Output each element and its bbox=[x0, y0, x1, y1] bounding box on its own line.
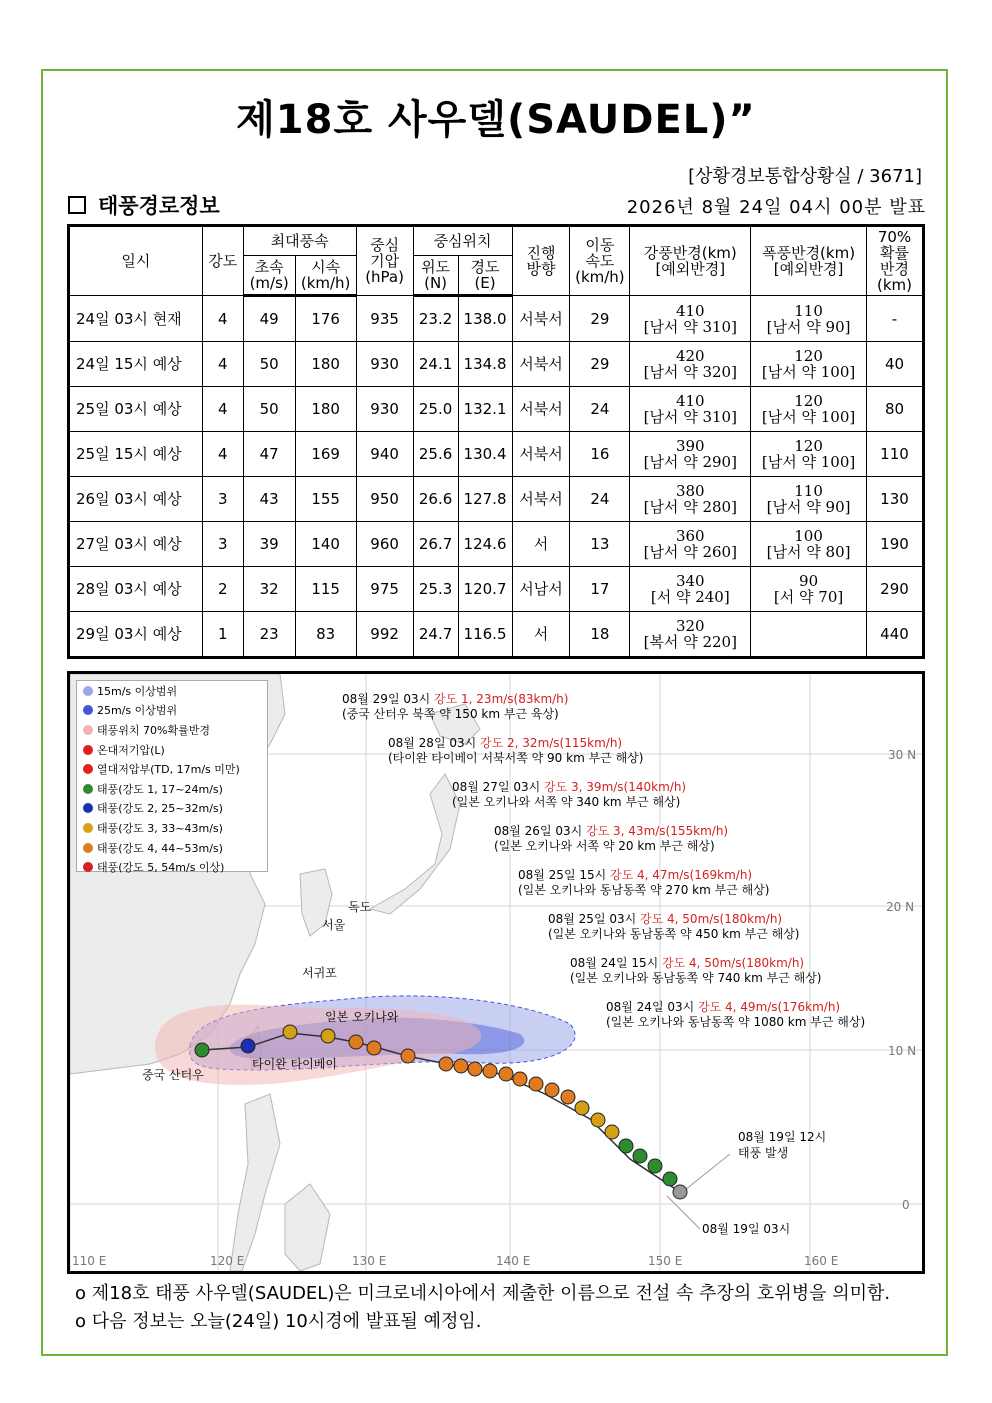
legend-label: 25m/s 이상범위 bbox=[97, 704, 178, 718]
cell-intensity: 4 bbox=[202, 296, 243, 342]
cell-storm-radius bbox=[751, 296, 867, 342]
cell-lat: 23.2 bbox=[413, 296, 458, 342]
cell-prob: - bbox=[866, 296, 923, 342]
table-row bbox=[69, 387, 924, 432]
legend-swatch-icon bbox=[83, 745, 93, 755]
cell-prob: 40 bbox=[866, 342, 923, 387]
legend-item bbox=[77, 818, 267, 838]
legend-label: 열대저압부(TD, 17m/s 미만) bbox=[97, 763, 240, 777]
cell-storm-radius bbox=[751, 567, 867, 612]
cell-storm-radius bbox=[751, 387, 867, 432]
cell-strong-exception: [남서 약 310] bbox=[643, 408, 737, 426]
col-position: 중심위치 bbox=[413, 226, 512, 256]
typhoon-marker-icon bbox=[673, 1185, 687, 1199]
legend-label: 태풍(강도 2, 25~32m/s) bbox=[97, 802, 223, 816]
cell-time: 27일 03시 예상 bbox=[69, 522, 203, 567]
cell-hpa: 930 bbox=[356, 387, 413, 432]
cell-storm-radius bbox=[751, 477, 867, 522]
typhoon-marker-icon bbox=[619, 1139, 633, 1153]
forecast-time: 08월 27일 03시 bbox=[452, 780, 545, 794]
legend-item bbox=[77, 779, 267, 799]
cell-strong-value: 340 bbox=[675, 572, 705, 590]
forecast-intensity: 강도 4, 50m/s(180km/h) bbox=[640, 912, 783, 926]
cell-kmh: 83 bbox=[295, 612, 356, 658]
cell-prob: 190 bbox=[866, 522, 923, 567]
legend-swatch-icon bbox=[83, 764, 93, 774]
cell-prob: 110 bbox=[866, 432, 923, 477]
legend-item bbox=[77, 740, 267, 760]
forecast-time: 08월 25일 03시 bbox=[548, 912, 641, 926]
cell-strong-exception: [복서 약 220] bbox=[643, 633, 737, 651]
legend-item bbox=[77, 799, 267, 819]
cell-strong-radius bbox=[630, 432, 751, 477]
lat-tick: 20 N bbox=[886, 900, 915, 914]
cell-kmh: 176 bbox=[295, 296, 356, 342]
legend-label: 온대저기압(L) bbox=[97, 743, 165, 757]
cell-storm-radius bbox=[751, 522, 867, 567]
track-map bbox=[67, 671, 925, 1274]
legend-swatch-icon bbox=[83, 843, 93, 853]
lat-tick: 30 N bbox=[888, 748, 917, 762]
cell-strong-value: 360 bbox=[675, 527, 705, 545]
col-pressure: 중심 기압 (hPa) bbox=[356, 226, 413, 296]
legend-item bbox=[77, 681, 267, 701]
cell-speed: 18 bbox=[570, 612, 630, 658]
cell-ms: 32 bbox=[243, 567, 295, 612]
forecast-label bbox=[570, 956, 822, 986]
cell-prob: 130 bbox=[866, 477, 923, 522]
forecast-intensity: 강도 1, 23m/s(83km/h) bbox=[434, 692, 569, 706]
table-row bbox=[69, 477, 924, 522]
place-seoul: 서울 bbox=[322, 918, 346, 932]
section-heading bbox=[68, 190, 220, 220]
forecast-intensity: 강도 3, 39m/s(140km/h) bbox=[544, 780, 687, 794]
page-title: 제18호 사우델(SAUDEL)” bbox=[236, 97, 756, 143]
cell-lat: 26.6 bbox=[413, 477, 458, 522]
forecast-time: 08월 29일 03시 bbox=[342, 692, 435, 706]
forecast-intensity: 강도 4, 49m/s(176km/h) bbox=[698, 1000, 841, 1014]
cell-storm-exception: [남서 약 100] bbox=[761, 408, 856, 426]
col-time: 일시 bbox=[69, 226, 203, 296]
typhoon-marker-icon bbox=[454, 1059, 468, 1073]
cell-strong-value: 390 bbox=[675, 437, 705, 455]
place-seogwipo: 서귀포 bbox=[302, 966, 337, 980]
cell-lon: 132.1 bbox=[458, 387, 512, 432]
map-legend bbox=[76, 680, 268, 875]
typhoon-marker-icon bbox=[648, 1159, 662, 1173]
place-okinawa: 일본 오키나와 bbox=[325, 1010, 399, 1024]
cell-kmh: 169 bbox=[295, 432, 356, 477]
cell-strong-radius bbox=[630, 477, 751, 522]
col-lat: 위도 (N) bbox=[413, 256, 458, 296]
forecast-location: (일본 오키나와 동남동쪽 약 1080 km 부근 해상) bbox=[606, 1015, 866, 1029]
cell-kmh: 180 bbox=[295, 342, 356, 387]
cell-time: 25일 03시 예상 bbox=[69, 387, 203, 432]
typhoon-marker-icon bbox=[633, 1149, 647, 1163]
forecast-intensity: 강도 2, 32m/s(115km/h) bbox=[480, 736, 623, 750]
legend-label: 태풍(강도 3, 33~43m/s) bbox=[97, 821, 223, 835]
cell-lon: 116.5 bbox=[458, 612, 512, 658]
lon-tick: 130 E bbox=[352, 1254, 387, 1268]
cell-hpa: 992 bbox=[356, 612, 413, 658]
forecast-label bbox=[388, 736, 643, 766]
legend-item bbox=[77, 857, 267, 877]
lon-tick: 160 E bbox=[804, 1254, 839, 1268]
lon-tick: 140 E bbox=[496, 1254, 531, 1268]
cell-speed: 24 bbox=[570, 387, 630, 432]
cell-intensity: 4 bbox=[202, 342, 243, 387]
cell-storm-value: 120 bbox=[794, 347, 823, 365]
legend-item bbox=[77, 838, 267, 858]
cell-dir: 서북서 bbox=[512, 432, 570, 477]
cell-ms: 49 bbox=[243, 296, 295, 342]
genesis-label: 태풍 발생 bbox=[738, 1146, 789, 1160]
cell-strong-exception: [남서 약 280] bbox=[643, 498, 737, 516]
typhoon-marker-icon bbox=[283, 1025, 297, 1039]
cell-strong-value: 320 bbox=[675, 617, 705, 635]
forecast-time: 08월 26일 03시 bbox=[494, 824, 587, 838]
genesis-label: 08월 19일 12시 bbox=[738, 1130, 827, 1144]
cell-ms: 23 bbox=[243, 612, 295, 658]
forecast-time: 08월 24일 03시 bbox=[606, 1000, 699, 1014]
table-row bbox=[69, 432, 924, 477]
cell-time: 25일 15시 예상 bbox=[69, 432, 203, 477]
cell-lon: 138.0 bbox=[458, 296, 512, 342]
table-row bbox=[69, 522, 924, 567]
place-dokdo: 독도 bbox=[348, 900, 372, 914]
legend-label: 태풍(강도 4, 44~53m/s) bbox=[97, 841, 223, 855]
cell-time: 29일 03시 예상 bbox=[69, 612, 203, 658]
cell-time: 24일 03시 현재 bbox=[69, 296, 203, 342]
cell-storm-radius bbox=[751, 432, 867, 477]
col-storm-radius: 폭풍반경(km) [예외반경] bbox=[751, 226, 867, 296]
forecast-intensity: 강도 4, 50m/s(180km/h) bbox=[662, 956, 805, 970]
forecast-location: (타이완 타이베이 서북서쪽 약 90 km 부근 해상) bbox=[388, 751, 644, 765]
legend-swatch-icon bbox=[83, 725, 93, 735]
forecast-location: (일본 오키나와 동남동쪽 약 450 km 부근 해상) bbox=[548, 927, 800, 941]
legend-swatch-icon bbox=[83, 705, 93, 715]
lat-tick: 10 N bbox=[888, 1044, 917, 1058]
cell-strong-radius bbox=[630, 612, 751, 658]
cell-strong-value: 410 bbox=[675, 301, 705, 320]
cell-speed: 29 bbox=[570, 342, 630, 387]
cell-storm-value: 120 bbox=[794, 437, 823, 455]
cell-lon: 134.8 bbox=[458, 342, 512, 387]
forecast-location: (중국 산터우 북쪽 약 150 km 부근 육상) bbox=[342, 707, 559, 721]
legend-swatch-icon bbox=[83, 803, 93, 813]
col-speed: 이동 속도 (km/h) bbox=[570, 226, 630, 296]
cell-lon: 124.6 bbox=[458, 522, 512, 567]
cell-strong-exception: [남서 약 290] bbox=[643, 453, 737, 471]
lon-tick: 120 E bbox=[210, 1254, 245, 1268]
table-row bbox=[69, 567, 924, 612]
forecast-label bbox=[548, 912, 800, 942]
cell-storm-radius bbox=[751, 342, 867, 387]
col-ms: 초속 (m/s) bbox=[243, 256, 295, 296]
table-row bbox=[69, 296, 924, 342]
cell-lat: 25.3 bbox=[413, 567, 458, 612]
forecast-location: (일본 오키나와 서쪽 약 20 km 부근 해상) bbox=[494, 839, 715, 853]
forecast-intensity: 강도 4, 47m/s(169km/h) bbox=[610, 868, 753, 882]
typhoon-marker-icon bbox=[605, 1125, 619, 1139]
typhoon-marker-icon bbox=[349, 1035, 363, 1049]
typhoon-marker-icon bbox=[575, 1101, 589, 1115]
col-lon: 경도 (E) bbox=[458, 256, 512, 296]
typhoon-marker-icon bbox=[591, 1113, 605, 1127]
forecast-intensity: 강도 3, 43m/s(155km/h) bbox=[586, 824, 729, 838]
col-direction: 진행 방향 bbox=[512, 226, 570, 296]
lon-tick: 110 E bbox=[72, 1254, 107, 1268]
cell-time: 24일 15시 예상 bbox=[69, 342, 203, 387]
cell-storm-exception: [남서 약 90] bbox=[766, 498, 851, 516]
track-table bbox=[67, 224, 925, 659]
table-row bbox=[69, 342, 924, 387]
cell-intensity: 3 bbox=[202, 477, 243, 522]
cell-lat: 24.1 bbox=[413, 342, 458, 387]
cell-storm-exception: [서 약 70] bbox=[773, 588, 844, 606]
checkbox-square-icon bbox=[68, 196, 86, 214]
forecast-time: 08월 28일 03시 bbox=[388, 736, 481, 750]
cell-speed: 13 bbox=[570, 522, 630, 567]
cell-lat: 24.7 bbox=[413, 612, 458, 658]
cell-strong-value: 410 bbox=[675, 392, 705, 410]
legend-item bbox=[77, 720, 267, 740]
cell-lat: 25.6 bbox=[413, 432, 458, 477]
cell-strong-radius bbox=[630, 522, 751, 567]
cell-strong-value: 420 bbox=[675, 347, 705, 365]
legend-item bbox=[77, 759, 267, 779]
table-row bbox=[69, 612, 924, 658]
cell-dir: 서 bbox=[512, 612, 570, 658]
cell-storm-value: 100 bbox=[794, 527, 823, 545]
cell-intensity: 4 bbox=[202, 387, 243, 432]
typhoon-marker-icon bbox=[439, 1057, 453, 1071]
cell-speed: 17 bbox=[570, 567, 630, 612]
col-prob-radius: 70% 확률 반경 (km) bbox=[866, 226, 923, 296]
typhoon-marker-icon bbox=[545, 1083, 559, 1097]
legend-swatch-icon bbox=[83, 862, 93, 872]
cell-storm-value: 120 bbox=[794, 392, 823, 410]
cell-lon: 130.4 bbox=[458, 432, 512, 477]
cell-dir: 서 bbox=[512, 522, 570, 567]
forecast-label bbox=[494, 824, 728, 854]
typhoon-marker-icon bbox=[483, 1064, 497, 1078]
cell-strong-radius bbox=[630, 342, 751, 387]
cell-kmh: 180 bbox=[295, 387, 356, 432]
forecast-label bbox=[342, 692, 568, 722]
cell-dir: 서북서 bbox=[512, 342, 570, 387]
genesis-label: 08월 19일 03시 bbox=[702, 1222, 791, 1236]
cell-prob: 440 bbox=[866, 612, 923, 658]
typhoon-marker-icon bbox=[367, 1041, 381, 1055]
forecast-time: 08월 24일 15시 bbox=[570, 956, 663, 970]
col-max-wind: 최대풍속 bbox=[243, 226, 356, 256]
cell-kmh: 155 bbox=[295, 477, 356, 522]
cell-strong-radius bbox=[630, 567, 751, 612]
forecast-location: (일본 오키나와 서쪽 약 340 km 부근 해상) bbox=[452, 795, 681, 809]
cell-intensity: 3 bbox=[202, 522, 243, 567]
cell-ms: 47 bbox=[243, 432, 295, 477]
cell-strong-exception: [남서 약 260] bbox=[643, 543, 737, 561]
cell-ms: 39 bbox=[243, 522, 295, 567]
legend-swatch-icon bbox=[83, 823, 93, 833]
cell-prob: 80 bbox=[866, 387, 923, 432]
forecast-location: (일본 오키나와 동남동쪽 약 270 km 부근 해상) bbox=[518, 883, 770, 897]
issued-time: 2026년 8월 24일 04시 00분 발표 bbox=[626, 197, 926, 218]
cell-time: 26일 03시 예상 bbox=[69, 477, 203, 522]
forecast-label bbox=[606, 1000, 865, 1030]
lon-tick: 150 E bbox=[648, 1254, 683, 1268]
legend-label: 태풍(강도 5, 54m/s 이상) bbox=[97, 861, 225, 875]
cell-storm-exception: [남서 약 80] bbox=[766, 543, 851, 561]
cell-storm-exception: [남서 약 90] bbox=[766, 317, 851, 336]
cell-speed: 16 bbox=[570, 432, 630, 477]
cell-speed: 29 bbox=[570, 296, 630, 342]
legend-label: 15m/s 이상범위 bbox=[97, 684, 178, 698]
cell-hpa: 930 bbox=[356, 342, 413, 387]
typhoon-marker-icon bbox=[499, 1067, 513, 1081]
cell-dir: 서남서 bbox=[512, 567, 570, 612]
office-info: [상황경보통합상황실 / 3671] bbox=[688, 166, 922, 187]
cell-lon: 127.8 bbox=[458, 477, 512, 522]
place-taipei: 타이완 타이베이 bbox=[252, 1057, 337, 1071]
cell-dir: 서북서 bbox=[512, 477, 570, 522]
cell-hpa: 940 bbox=[356, 432, 413, 477]
legend-label: 태풍(강도 1, 17~24m/s) bbox=[97, 782, 223, 796]
cell-strong-exception: [남서 약 310] bbox=[643, 317, 737, 336]
cell-hpa: 960 bbox=[356, 522, 413, 567]
cell-strong-exception: [서 약 240] bbox=[650, 588, 730, 606]
forecast-label bbox=[452, 780, 686, 810]
cell-hpa: 950 bbox=[356, 477, 413, 522]
forecast-time: 08월 25일 15시 bbox=[518, 868, 611, 882]
typhoon-marker-icon bbox=[663, 1172, 677, 1186]
forecast-label bbox=[518, 868, 770, 898]
cell-lon: 120.7 bbox=[458, 567, 512, 612]
note-1: o 제18호 태풍 사우델(SAUDEL)은 미크로네시아에서 제출한 이름으로 전설 속 추장의 호위병을 의미함. bbox=[75, 1283, 891, 1304]
typhoon-marker-icon bbox=[241, 1039, 255, 1053]
cell-storm-radius bbox=[751, 612, 867, 658]
typhoon-marker-icon bbox=[401, 1049, 415, 1063]
col-strong-radius: 강풍반경(km) [예외반경] bbox=[630, 226, 751, 296]
cell-intensity: 4 bbox=[202, 432, 243, 477]
cell-intensity: 2 bbox=[202, 567, 243, 612]
legend-item bbox=[77, 701, 267, 721]
cell-ms: 50 bbox=[243, 387, 295, 432]
cell-lat: 26.7 bbox=[413, 522, 458, 567]
typhoon-marker-icon bbox=[195, 1043, 209, 1057]
typhoon-marker-icon bbox=[468, 1062, 482, 1076]
legend-label: 태풍위치 70%확률반경 bbox=[97, 723, 210, 737]
cell-hpa: 935 bbox=[356, 296, 413, 342]
cell-dir: 서북서 bbox=[512, 296, 570, 342]
cell-dir: 서북서 bbox=[512, 387, 570, 432]
cell-speed: 24 bbox=[570, 477, 630, 522]
legend-swatch-icon bbox=[83, 784, 93, 794]
forecast-location: (일본 오키나와 동남동쪽 약 740 km 부근 해상) bbox=[570, 971, 822, 985]
cell-hpa: 975 bbox=[356, 567, 413, 612]
cell-storm-value: 110 bbox=[794, 482, 823, 500]
section-title: 태풍경로정보 bbox=[98, 194, 220, 218]
cell-ms: 43 bbox=[243, 477, 295, 522]
typhoon-marker-icon bbox=[321, 1029, 335, 1043]
cell-storm-value: 90 bbox=[799, 572, 819, 590]
cell-storm-exception: [남서 약 100] bbox=[761, 453, 856, 471]
cell-strong-radius bbox=[630, 296, 751, 342]
col-intensity: 강도 bbox=[202, 226, 243, 296]
typhoon-marker-icon bbox=[529, 1077, 543, 1091]
lat-tick: 0 bbox=[902, 1198, 910, 1212]
cell-time: 28일 03시 예상 bbox=[69, 567, 203, 612]
cell-kmh: 140 bbox=[295, 522, 356, 567]
notes bbox=[75, 1280, 890, 1336]
cell-storm-value: 110 bbox=[794, 301, 823, 320]
cell-strong-exception: [남서 약 320] bbox=[643, 363, 737, 381]
cell-lat: 25.0 bbox=[413, 387, 458, 432]
col-kmh: 시속 (km/h) bbox=[295, 256, 356, 296]
note-2: o 다음 정보는 오늘(24일) 10시경에 발표될 예정임. bbox=[75, 1311, 482, 1332]
cell-strong-radius bbox=[630, 387, 751, 432]
cell-ms: 50 bbox=[243, 342, 295, 387]
cell-prob: 290 bbox=[866, 567, 923, 612]
legend-swatch-icon bbox=[83, 686, 93, 696]
cell-strong-value: 380 bbox=[675, 482, 705, 500]
cell-intensity: 1 bbox=[202, 612, 243, 658]
typhoon-marker-icon bbox=[513, 1072, 527, 1086]
typhoon-marker-icon bbox=[561, 1090, 575, 1104]
cell-kmh: 115 bbox=[295, 567, 356, 612]
place-shantou: 중국 산터우 bbox=[142, 1068, 204, 1082]
cell-storm-exception: [남서 약 100] bbox=[761, 363, 856, 381]
